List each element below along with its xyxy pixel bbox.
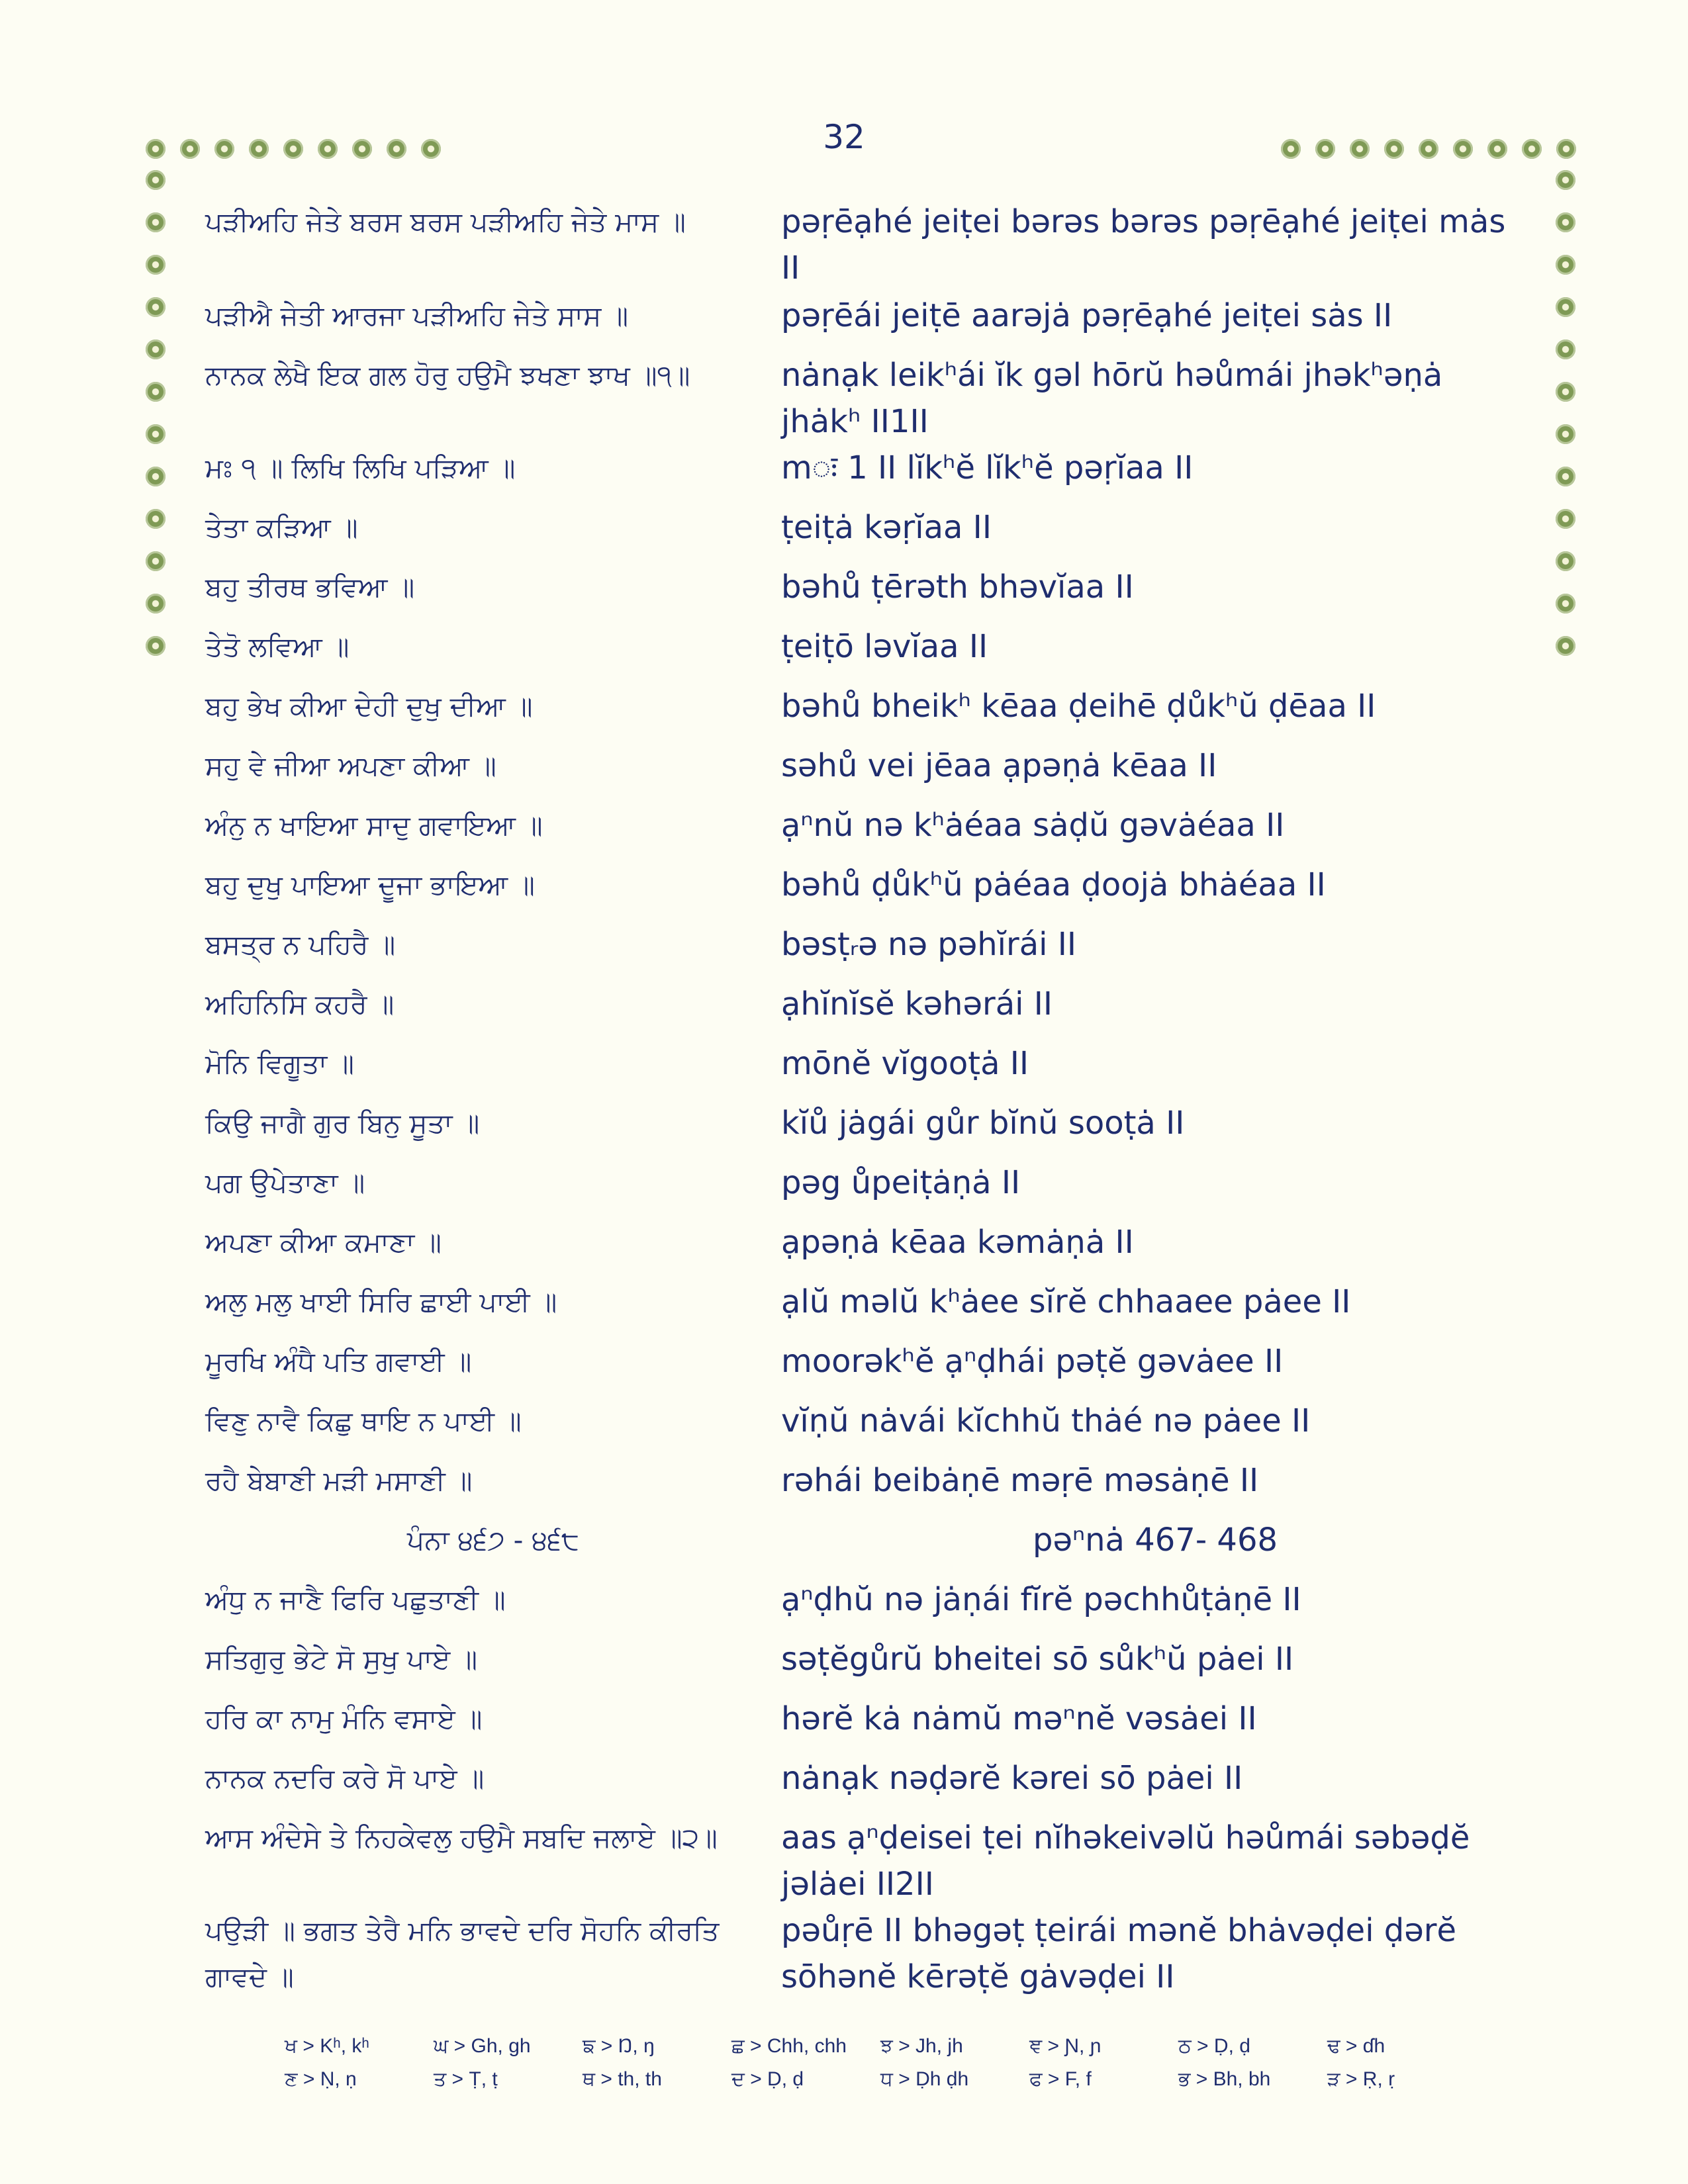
flower-ornament-icon (1453, 139, 1473, 159)
flower-ornament-icon (146, 594, 165, 614)
legend-item: ਤ > Ṭ, ṭ (434, 2068, 498, 2090)
transliteration-text: rəhái beibȧṇē məṛē məsȧṇē II (781, 1462, 1259, 1499)
gurmukhi-text: ਅਲੁ ਮਲੁ ਖਾਈ ਸਿਰਿ ਛਾਈ ਪਾਈ ॥ (205, 1286, 557, 1318)
verse-row (205, 1576, 1529, 1623)
gurmukhi-text: ਪੜੀਅਹਿ ਜੇਤੇ ਬਰਸ ਬਰਸ ਪੜੀਅਹਿ ਜੇਤੇ ਮਾਸ ॥ (205, 206, 686, 238)
transliteration-text: səhů vei jēaa ạpəṇȧ kēaa II (781, 747, 1217, 784)
transliteration-text: bəhů ṭērəth bhəvĭaa II (781, 569, 1134, 606)
gurmukhi-text: ਅਹਿਨਿਸਿ ਕਹਰੈ ॥ (205, 988, 395, 1020)
verse-row (205, 802, 1529, 848)
flower-ornament-icon (421, 139, 441, 159)
legend-item: ਧ > Ḍh ḍh (880, 2068, 969, 2090)
transliteration-legend (285, 2035, 1476, 2101)
gurmukhi-text: ਪਉੜੀ ॥ ਭਗਤ ਤੇਰੈ ਮਨਿ ਭਾਵਦੇ ਦਰਿ ਸੋਹਨਿ ਕੀਰਤਿ ਗਾਵਦੇ ॥ (205, 1915, 720, 1993)
flower-ornament-icon (1556, 170, 1575, 190)
verse-row (205, 1219, 1529, 1265)
verse-row (205, 1160, 1529, 1206)
verse-row (205, 1398, 1529, 1444)
flower-ornament-icon (283, 139, 303, 159)
flower-ornament-icon (214, 139, 234, 159)
flower-ornament-icon (146, 170, 165, 190)
legend-item: ਣ > Ṇ, ṇ (285, 2068, 357, 2090)
flower-ornament-icon (1556, 139, 1576, 159)
flower-ornament-icon (146, 509, 165, 529)
flower-ornament-icon (1556, 467, 1575, 486)
transliteration-text: mōnĕ vĭgooṭȧ II (781, 1045, 1029, 1082)
flower-ornament-icon (146, 340, 165, 359)
flower-ornament-icon (1556, 636, 1575, 656)
flower-ornament-icon (1556, 551, 1575, 571)
flower-ornament-icon (146, 139, 165, 159)
verse-row (205, 1040, 1529, 1087)
gurmukhi-text: ਨਾਨਕ ਨਦਰਿ ਕਰੇ ਸੋ ਪਾਏ ॥ (205, 1762, 485, 1794)
verse-row (205, 1696, 1529, 1742)
legend-item: ਖ > Kʰ, kʰ (285, 2035, 369, 2057)
gurmukhi-text: ਹਰਿ ਕਾ ਨਾਮੁ ਮੰਨਿ ਵਸਾਏ ॥ (205, 1703, 483, 1735)
legend-item: ਠ > Ḍ, ḍ (1178, 2035, 1250, 2057)
gurmukhi-text: ਰਹੈ ਬੇਬਾਣੀ ਮੜੀ ਮਸਾਣੀ ॥ (205, 1465, 473, 1496)
transliteration-text: vĭṇŭ nȧvái kĭchhŭ thȧé nə pȧee II (781, 1402, 1311, 1439)
transliteration-text: bəsṭᵣə nə pəhĭrái II (781, 926, 1077, 963)
flower-ornament-icon (1281, 139, 1301, 159)
flower-ornament-icon (1556, 297, 1575, 317)
verse-row (205, 623, 1529, 670)
legend-item: ਫ > F, f (1029, 2068, 1092, 2090)
verse-row (205, 1907, 1529, 2000)
legend-item: ਢ > ɗh (1327, 2035, 1385, 2057)
verse-row (205, 504, 1529, 551)
legend-item: ਙ > Ŋ, ŋ (583, 2035, 655, 2057)
flower-ornament-icon (146, 636, 165, 656)
gurmukhi-text: ਅੰਧੁ ਨ ਜਾਣੈ ਫਿਰਿ ਪਛੁਤਾਣੀ ॥ (205, 1584, 506, 1615)
transliteration-text: ạⁿḍhŭ nə jȧṇái fĭrĕ pəchhůṭȧṇē II (781, 1581, 1301, 1618)
verse-row (205, 1279, 1529, 1325)
transliteration-text: bəhů bheikʰ kēaa ḍeihē ḍůkʰŭ ḍēaa II (781, 688, 1376, 725)
legend-item: ਭ > Bh, bh (1178, 2068, 1271, 2090)
legend-item: ਛ > Chh, chh (731, 2035, 847, 2057)
gurmukhi-text: ਆਸ ਅੰਦੇਸੇ ਤੇ ਨਿਹਕੇਵਲੁ ਹਉਮੈ ਸਬਦਿ ਜਲਾਏ ॥੨॥ (205, 1822, 718, 1854)
flower-ornament-icon (1522, 139, 1542, 159)
verse-row (205, 564, 1529, 610)
legend-item: ਝ > Jh, jh (880, 2035, 963, 2057)
flower-ornament-icon (146, 382, 165, 402)
legend-item: ੜ > Ṛ, ṛ (1327, 2068, 1395, 2090)
gurmukhi-text: ਪਗ ਉਪੇਤਾਣਾ ॥ (205, 1167, 365, 1199)
flower-ornament-icon (1556, 382, 1575, 402)
flower-ornament-icon (318, 139, 338, 159)
flower-ornament-icon (1556, 594, 1575, 614)
flower-ornament-icon (249, 139, 269, 159)
page-number: 32 (823, 118, 865, 156)
gurmukhi-text: ਤੇਤੋ ਲਵਿਆ ॥ (205, 631, 350, 662)
gurmukhi-text: ਸਹੁ ਵੇ ਜੀਆ ਅਪਣਾ ਕੀਆ ॥ (205, 750, 496, 782)
transliteration-text: ạlŭ məlŭ kʰȧee sĭrĕ chhaaee pȧee II (781, 1283, 1351, 1320)
transliteration-text: nȧnạk leikʰái ĭk gəl hōrŭ həůmái jhəkʰəṇȧ jhȧkʰ II1II (781, 357, 1443, 440)
transliteration-text: ạhĭnĭsĕ kəhərái II (781, 985, 1053, 1023)
flower-ornament-icon (1556, 255, 1575, 275)
verse-row (205, 683, 1529, 729)
gurmukhi-text: ਕਿਉ ਜਾਗੈ ਗੁਰ ਬਿਨੁ ਸੂਤਾ ॥ (205, 1107, 480, 1139)
gurmukhi-text: ਨਾਨਕ ਲੇਖੈ ਇਕ ਗਲ ਹੋਰੁ ਹਉਮੈ ਝਖਣਾ ਝਾਖ ॥੧॥ (205, 359, 690, 391)
transliteration-text: bəhů ḍůkʰŭ pȧéaa ḍoojȧ bhȧéaa II (781, 866, 1326, 903)
verse-row (205, 1755, 1529, 1801)
verse-row (205, 293, 1529, 339)
verse-row (205, 862, 1529, 908)
transliteration-text: ạⁿnŭ nə kʰȧéaa sȧḍŭ gəvȧéaa II (781, 807, 1285, 844)
flower-ornament-icon (1350, 139, 1370, 159)
flower-ornament-icon (387, 139, 406, 159)
legend-item: ਦ > Ḍ, ḍ (731, 2068, 804, 2090)
gurmukhi-text: ਤੇਤਾ ਕੜਿਆ ॥ (205, 512, 358, 543)
verse-row (205, 1636, 1529, 1682)
transliteration-text: aas ạⁿḍeisei ṭei nĭhəkeivəlŭ həůmái səbəḍĕ jəlȧei II2II (781, 1819, 1470, 1903)
verse-row (205, 1338, 1529, 1385)
flower-ornament-icon (1315, 139, 1335, 159)
transliteration-text: ṭeiṭȧ kəṛĭaa II (781, 509, 992, 546)
legend-item: ਥ > th, th (583, 2068, 662, 2090)
gurmukhi-text: ਬਸਤ੍ਰ ਨ ਪਹਿਰੈ ॥ (205, 929, 396, 960)
gurmukhi-text: ਪੰਨਾ ੪੬੭ - ੪੬੮ (406, 1524, 580, 1556)
gurmukhi-text: ਅਪਣਾ ਕੀਆ ਕਮਾਣਾ ॥ (205, 1226, 442, 1258)
transliteration-text: hərĕ kȧ nȧmŭ məⁿnĕ vəsȧei II (781, 1700, 1257, 1737)
verse-row (205, 199, 1529, 287)
verse-row (205, 352, 1529, 440)
gurmukhi-text: ਵਿਣੁ ਨਾਵੈ ਕਿਛੁ ਥਾਇ ਨ ਪਾਈ ॥ (205, 1405, 522, 1437)
gurmukhi-text: ਮੋਨਿ ਵਿਗੂਤਾ ॥ (205, 1048, 354, 1079)
flower-ornament-icon (1556, 424, 1575, 444)
flower-ornament-icon (1556, 212, 1575, 232)
gurmukhi-text: ਮਃ ੧ ॥ ਲਿਖਿ ਲਿਖਿ ਪੜਿਆ ॥ (205, 452, 516, 484)
gurmukhi-text: ਪੜੀਐ ਜੇਤੀ ਆਰਜਾ ਪੜੀਅਹਿ ਜੇਤੇ ਸਾਸ ॥ (205, 300, 628, 332)
transliteration-text: pəůṛē II bhəgəṭ ṭeirái mənĕ bhȧvəḍei ḍərĕ sōhənĕ kērəṭĕ gȧvəḍei II (781, 1912, 1457, 1995)
flower-ornament-icon (146, 297, 165, 317)
page-reference-row (205, 1517, 1529, 1563)
transliteration-text: pəg ůpeiṭȧṇȧ II (781, 1164, 1021, 1201)
transliteration-text: kĭů jȧgái gůr bĭnŭ sooṭȧ II (781, 1105, 1185, 1142)
flower-ornament-icon (1384, 139, 1404, 159)
legend-item: ਘ > Gh, gh (434, 2035, 531, 2057)
verse-row (205, 743, 1529, 789)
verse-row (205, 445, 1529, 491)
flower-ornament-icon (146, 212, 165, 232)
gurmukhi-text: ਬਹੁ ਤੀਰਥ ਭਵਿਆ ॥ (205, 571, 415, 603)
gurmukhi-text: ਮੂਰਖਿ ਅੰਧੈ ਪਤਿ ਗਵਾਈ ॥ (205, 1345, 472, 1377)
transliteration-text: pəṛēái jeiṭē aarəjȧ pəṛēạhé jeiṭei sȧs II (781, 297, 1393, 334)
verse-row (205, 1815, 1529, 1903)
flower-ornament-icon (146, 551, 165, 571)
legend-row (285, 2068, 1476, 2091)
flower-ornament-icon (1487, 139, 1507, 159)
verse-row (205, 981, 1529, 1027)
transliteration-text: pəṛēạhé jeiṭei bərəs bərəs pəṛēạhé jeiṭei mȧs II (781, 203, 1506, 287)
transliteration-text: mः 1 II lĭkʰĕ lĭkʰĕ pəṛĭaa II (781, 449, 1194, 486)
verse-row (205, 1100, 1529, 1146)
flower-ornament-icon (180, 139, 200, 159)
flower-ornament-icon (1556, 340, 1575, 359)
flower-ornament-icon (146, 467, 165, 486)
gurmukhi-text: ਸਤਿਗੁਰੁ ਭੇਟੇ ਸੋ ਸੁਖੁ ਪਾਏ ॥ (205, 1643, 477, 1675)
flower-ornament-icon (1556, 509, 1575, 529)
flower-ornament-icon (1419, 139, 1438, 159)
gurmukhi-text: ਬਹੁ ਭੇਖ ਕੀਆ ਦੇਹੀ ਦੁਖੁ ਦੀਆ ॥ (205, 690, 533, 722)
legend-item: ਞ > Ɲ, ɲ (1029, 2035, 1102, 2057)
transliteration-text: moorəkʰĕ ạⁿḍhái pəṭĕ gəvȧee II (781, 1343, 1284, 1380)
transliteration-text: ạpəṇȧ kēaa kəmȧṇȧ II (781, 1224, 1134, 1261)
legend-row (285, 2035, 1476, 2058)
transliteration-text: səṭĕgůrŭ bheitei sō sůkʰŭ pȧei II (781, 1641, 1294, 1678)
flower-ornament-icon (146, 255, 165, 275)
gurmukhi-text: ਅੰਨੁ ਨ ਖਾਇਆ ਸਾਦੁ ਗਵਾਇਆ ॥ (205, 809, 543, 841)
transliteration-text: pəⁿnȧ 467- 468 (1032, 1522, 1278, 1559)
verse-row (205, 1457, 1529, 1504)
flower-ornament-icon (146, 424, 165, 444)
gurmukhi-text: ਬਹੁ ਦੁਖੁ ਪਾਇਆ ਦੂਜਾ ਭਾਇਆ ॥ (205, 869, 535, 901)
transliteration-text: ṭeiṭō ləvĭaa II (781, 628, 988, 665)
verse-row (205, 921, 1529, 968)
transliteration-text: nȧnạk nəḍərĕ kərei sō pȧei II (781, 1760, 1243, 1797)
flower-ornament-icon (352, 139, 372, 159)
